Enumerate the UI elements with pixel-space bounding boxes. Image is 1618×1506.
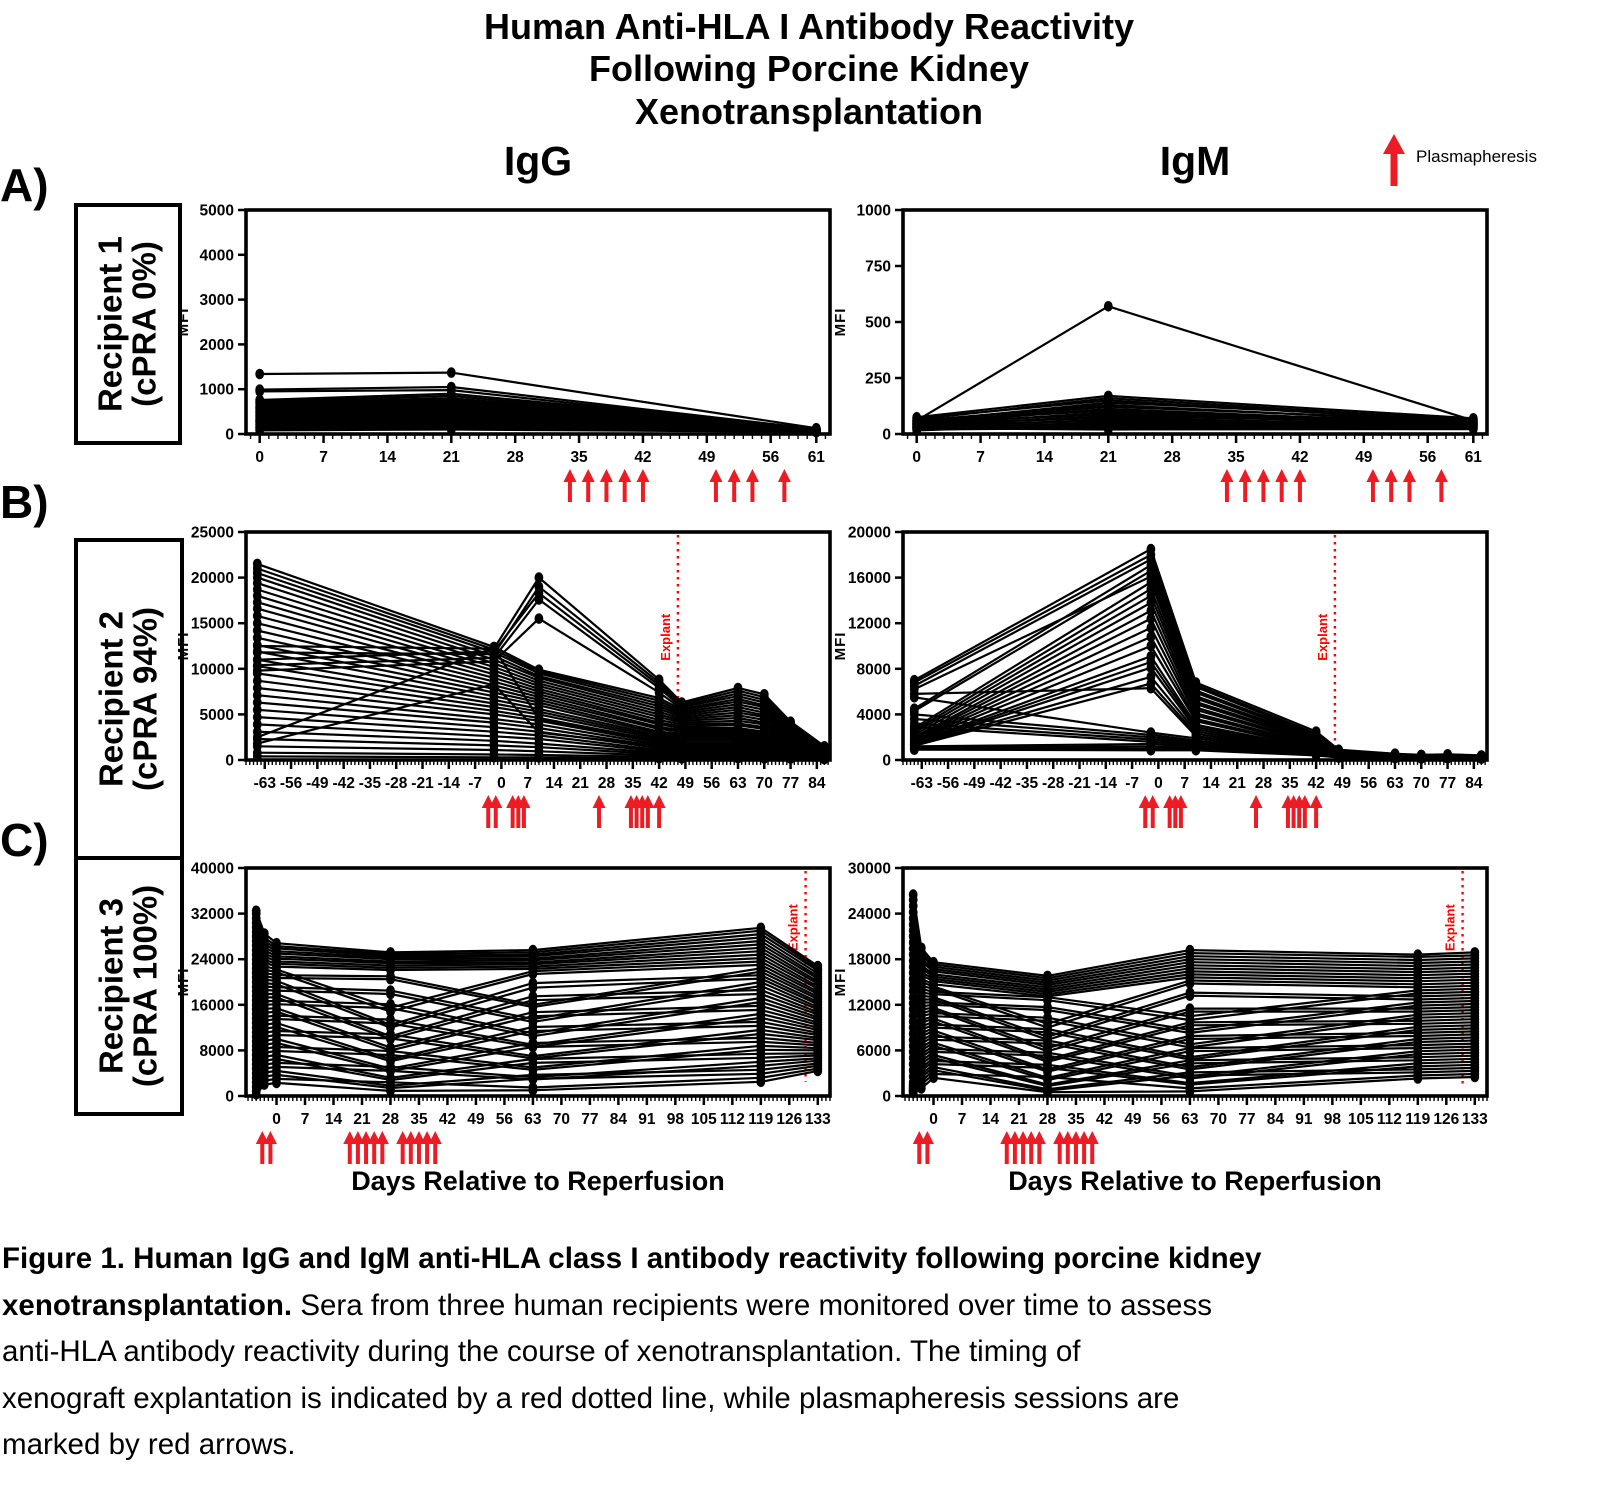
figure-title bbox=[0, 6, 1618, 133]
svg-text:5000: 5000 bbox=[199, 706, 234, 724]
svg-text:61: 61 bbox=[1464, 449, 1482, 466]
svg-text:35: 35 bbox=[570, 449, 588, 466]
chart-recipient1-igg bbox=[168, 200, 848, 512]
svg-text:0: 0 bbox=[882, 426, 891, 444]
svg-text:42: 42 bbox=[1291, 449, 1309, 466]
column-header-igm: IgM bbox=[1159, 138, 1231, 184]
svg-text:32000: 32000 bbox=[190, 906, 234, 924]
svg-text:MFI: MFI bbox=[175, 631, 192, 661]
svg-text:4000: 4000 bbox=[856, 706, 891, 724]
svg-text:126: 126 bbox=[776, 1111, 803, 1128]
figure-title-line1: Human Anti-HLA I Antibody Reactivity bbox=[483, 6, 1135, 47]
svg-text:63: 63 bbox=[524, 1111, 542, 1128]
svg-text:7: 7 bbox=[300, 1111, 310, 1128]
svg-text:49: 49 bbox=[1333, 775, 1352, 792]
svg-text:21: 21 bbox=[1099, 449, 1117, 466]
svg-text:25000: 25000 bbox=[190, 524, 234, 542]
plasmapheresis-arrow-icon bbox=[1382, 134, 1406, 191]
svg-text:49: 49 bbox=[467, 1111, 485, 1128]
svg-text:8000: 8000 bbox=[856, 661, 891, 679]
svg-text:-21: -21 bbox=[1068, 775, 1091, 792]
svg-text:105: 105 bbox=[1347, 1111, 1374, 1128]
svg-text:77: 77 bbox=[781, 775, 800, 792]
caption-line: xenograft explantation is indicated by a red dotted line, while plasmapheresis sessions are bbox=[2, 1381, 1180, 1415]
svg-text:Explant: Explant bbox=[657, 613, 673, 661]
svg-text:-14: -14 bbox=[1094, 775, 1118, 792]
svg-text:-35: -35 bbox=[358, 775, 382, 792]
plasmapheresis-legend-label: Plasmapheresis bbox=[1416, 147, 1537, 166]
svg-text:56: 56 bbox=[762, 449, 780, 466]
svg-text:14: 14 bbox=[324, 1111, 343, 1128]
svg-text:56: 56 bbox=[495, 1111, 514, 1128]
svg-text:70: 70 bbox=[552, 1111, 571, 1128]
svg-text:MFI: MFI bbox=[832, 631, 849, 661]
svg-text:0: 0 bbox=[929, 1111, 938, 1128]
panel-letter-a: A) bbox=[0, 159, 49, 211]
svg-text:2000: 2000 bbox=[199, 336, 234, 354]
svg-text:35: 35 bbox=[1067, 1111, 1085, 1128]
svg-text:-21: -21 bbox=[411, 775, 434, 792]
svg-text:14: 14 bbox=[1035, 449, 1054, 466]
chart-recipient3-igg bbox=[168, 858, 848, 1176]
svg-text:84: 84 bbox=[1465, 775, 1483, 792]
svg-text:49: 49 bbox=[1355, 449, 1373, 466]
svg-text:-56: -56 bbox=[936, 775, 960, 792]
svg-text:3000: 3000 bbox=[199, 292, 234, 310]
svg-text:119: 119 bbox=[1405, 1111, 1431, 1128]
svg-text:0: 0 bbox=[225, 1088, 234, 1106]
svg-text:28: 28 bbox=[1038, 1111, 1057, 1128]
svg-text:112: 112 bbox=[1376, 1111, 1402, 1128]
svg-text:1000: 1000 bbox=[199, 381, 234, 399]
svg-text:4000: 4000 bbox=[199, 247, 234, 265]
svg-text:63: 63 bbox=[729, 775, 747, 792]
svg-text:-63: -63 bbox=[910, 775, 933, 792]
svg-text:12000: 12000 bbox=[847, 997, 891, 1015]
svg-text:42: 42 bbox=[650, 775, 668, 792]
svg-text:98: 98 bbox=[1323, 1111, 1341, 1128]
svg-text:42: 42 bbox=[634, 449, 652, 466]
figure-caption bbox=[2, 1236, 1580, 1469]
svg-text:49: 49 bbox=[1124, 1111, 1142, 1128]
svg-text:24000: 24000 bbox=[847, 906, 891, 924]
svg-text:10000: 10000 bbox=[190, 661, 234, 679]
svg-text:49: 49 bbox=[698, 449, 716, 466]
svg-text:28: 28 bbox=[381, 1111, 400, 1128]
svg-text:77: 77 bbox=[581, 1111, 599, 1128]
svg-text:119: 119 bbox=[748, 1111, 774, 1128]
svg-text:750: 750 bbox=[865, 258, 891, 276]
svg-text:Explant: Explant bbox=[785, 904, 801, 952]
svg-text:35: 35 bbox=[624, 775, 642, 792]
svg-text:21: 21 bbox=[571, 775, 589, 792]
svg-text:77: 77 bbox=[1438, 775, 1457, 792]
svg-text:7: 7 bbox=[976, 449, 985, 466]
column-header-igg: IgG bbox=[503, 138, 573, 184]
svg-text:21: 21 bbox=[1010, 1111, 1028, 1128]
panel-letter-c: C) bbox=[0, 814, 49, 866]
chart-recipient3-igm bbox=[825, 858, 1505, 1176]
svg-text:-7: -7 bbox=[1125, 775, 1139, 792]
figure-title-line3: Xenotransplantation bbox=[634, 90, 984, 132]
svg-text:5000: 5000 bbox=[199, 202, 234, 220]
svg-text:91: 91 bbox=[1295, 1111, 1313, 1128]
recipient2-label: Recipient 2 (cPRA 94%) bbox=[92, 607, 164, 791]
svg-text:15000: 15000 bbox=[190, 615, 234, 633]
svg-text:-63: -63 bbox=[253, 775, 276, 792]
svg-text:-28: -28 bbox=[385, 775, 408, 792]
svg-text:63: 63 bbox=[1386, 775, 1404, 792]
figure-title-line2: Following Porcine Kidney bbox=[588, 48, 1030, 90]
svg-text:112: 112 bbox=[719, 1111, 745, 1128]
svg-text:0: 0 bbox=[882, 752, 891, 770]
svg-text:-28: -28 bbox=[1042, 775, 1065, 792]
svg-text:500: 500 bbox=[865, 314, 891, 332]
svg-text:56: 56 bbox=[703, 775, 721, 792]
svg-text:1000: 1000 bbox=[856, 202, 891, 220]
svg-text:40000: 40000 bbox=[190, 860, 234, 878]
svg-text:84: 84 bbox=[808, 775, 826, 792]
svg-text:8000: 8000 bbox=[199, 1042, 234, 1060]
svg-text:-49: -49 bbox=[306, 775, 329, 792]
svg-text:70: 70 bbox=[1412, 775, 1430, 792]
svg-text:133: 133 bbox=[1461, 1111, 1488, 1128]
svg-text:84: 84 bbox=[1266, 1111, 1285, 1128]
svg-text:16000: 16000 bbox=[190, 997, 234, 1015]
svg-text:6000: 6000 bbox=[856, 1042, 891, 1060]
svg-text:84: 84 bbox=[609, 1111, 628, 1128]
svg-text:28: 28 bbox=[1163, 449, 1181, 466]
svg-text:35: 35 bbox=[1281, 775, 1299, 792]
svg-text:21: 21 bbox=[442, 449, 460, 466]
svg-text:20000: 20000 bbox=[190, 570, 234, 588]
svg-text:-7: -7 bbox=[468, 775, 482, 792]
svg-text:56: 56 bbox=[1152, 1111, 1171, 1128]
svg-text:7: 7 bbox=[523, 775, 532, 792]
svg-text:0: 0 bbox=[882, 1088, 891, 1106]
caption-line: xenotransplantation. Sera from three human recipients were monitored over time to assess bbox=[2, 1288, 1212, 1322]
svg-text:7: 7 bbox=[1180, 775, 1189, 792]
svg-text:28: 28 bbox=[1254, 775, 1273, 792]
svg-text:42: 42 bbox=[1307, 775, 1325, 792]
caption-line: Figure 1. Human IgG and IgM anti-HLA class I antibody reactivity following porcine kidney bbox=[2, 1242, 1262, 1275]
svg-text:21: 21 bbox=[1228, 775, 1246, 792]
svg-text:49: 49 bbox=[676, 775, 695, 792]
svg-text:-42: -42 bbox=[989, 775, 1012, 792]
svg-text:98: 98 bbox=[666, 1111, 684, 1128]
svg-text:70: 70 bbox=[1209, 1111, 1228, 1128]
recipient1-label: Recipient 1 (cPRA 0%) bbox=[91, 235, 163, 413]
svg-text:35: 35 bbox=[1227, 449, 1245, 466]
svg-text:20000: 20000 bbox=[847, 524, 891, 542]
svg-text:30000: 30000 bbox=[847, 860, 891, 878]
svg-text:56: 56 bbox=[1360, 775, 1378, 792]
caption-line: marked by red arrows. bbox=[2, 1428, 296, 1462]
svg-text:14: 14 bbox=[1202, 775, 1220, 792]
svg-text:7: 7 bbox=[957, 1111, 967, 1128]
svg-text:14: 14 bbox=[981, 1111, 1000, 1128]
svg-text:70: 70 bbox=[755, 775, 773, 792]
chart-recipient1-igm bbox=[825, 200, 1505, 512]
chart-recipient2-igm bbox=[825, 522, 1505, 836]
svg-text:28: 28 bbox=[506, 449, 524, 466]
svg-text:14: 14 bbox=[545, 775, 563, 792]
svg-text:126: 126 bbox=[1433, 1111, 1460, 1128]
svg-text:250: 250 bbox=[865, 370, 891, 388]
panel-letter-b: B) bbox=[0, 476, 49, 528]
svg-text:MFI: MFI bbox=[832, 967, 849, 997]
svg-text:77: 77 bbox=[1238, 1111, 1256, 1128]
svg-text:Explant: Explant bbox=[1442, 904, 1458, 952]
caption-line: anti-HLA antibody reactivity during the course of xenotransplantation. The timing of bbox=[2, 1335, 1081, 1369]
svg-text:-14: -14 bbox=[437, 775, 461, 792]
chart-recipient2-igg bbox=[168, 522, 848, 836]
svg-text:-49: -49 bbox=[963, 775, 986, 792]
plasmapheresis-legend bbox=[1382, 134, 1537, 191]
svg-text:0: 0 bbox=[255, 449, 264, 466]
svg-text:-35: -35 bbox=[1015, 775, 1039, 792]
svg-text:35: 35 bbox=[410, 1111, 428, 1128]
svg-text:0: 0 bbox=[225, 752, 234, 770]
svg-text:0: 0 bbox=[497, 775, 506, 792]
svg-text:0: 0 bbox=[225, 426, 234, 444]
svg-text:63: 63 bbox=[1181, 1111, 1199, 1128]
svg-text:133: 133 bbox=[804, 1111, 831, 1128]
svg-text:MFI: MFI bbox=[175, 967, 192, 997]
recipient1-label-box bbox=[74, 203, 182, 445]
svg-text:Explant: Explant bbox=[1314, 613, 1330, 661]
svg-text:28: 28 bbox=[597, 775, 616, 792]
svg-text:56: 56 bbox=[1419, 449, 1437, 466]
svg-text:MFI: MFI bbox=[832, 307, 849, 337]
svg-text:24000: 24000 bbox=[190, 951, 234, 969]
svg-text:-42: -42 bbox=[332, 775, 355, 792]
svg-text:0: 0 bbox=[1154, 775, 1163, 792]
svg-text:7: 7 bbox=[319, 449, 328, 466]
svg-text:61: 61 bbox=[807, 449, 825, 466]
svg-text:MFI: MFI bbox=[175, 307, 192, 337]
svg-text:18000: 18000 bbox=[847, 951, 891, 969]
svg-text:91: 91 bbox=[638, 1111, 656, 1128]
svg-text:0: 0 bbox=[912, 449, 921, 466]
svg-text:12000: 12000 bbox=[847, 615, 891, 633]
x-axis-title-igm: Days Relative to Reperfusion bbox=[1008, 1166, 1382, 1196]
x-axis-title-igg: Days Relative to Reperfusion bbox=[351, 1166, 725, 1196]
recipient3-label: Recipient 3 (cPRA 100%) bbox=[92, 884, 164, 1088]
svg-text:21: 21 bbox=[353, 1111, 371, 1128]
svg-text:-56: -56 bbox=[279, 775, 303, 792]
svg-text:16000: 16000 bbox=[847, 570, 891, 588]
svg-text:105: 105 bbox=[690, 1111, 717, 1128]
svg-text:42: 42 bbox=[438, 1111, 457, 1128]
svg-text:0: 0 bbox=[272, 1111, 281, 1128]
svg-text:42: 42 bbox=[1095, 1111, 1114, 1128]
svg-text:14: 14 bbox=[378, 449, 397, 466]
